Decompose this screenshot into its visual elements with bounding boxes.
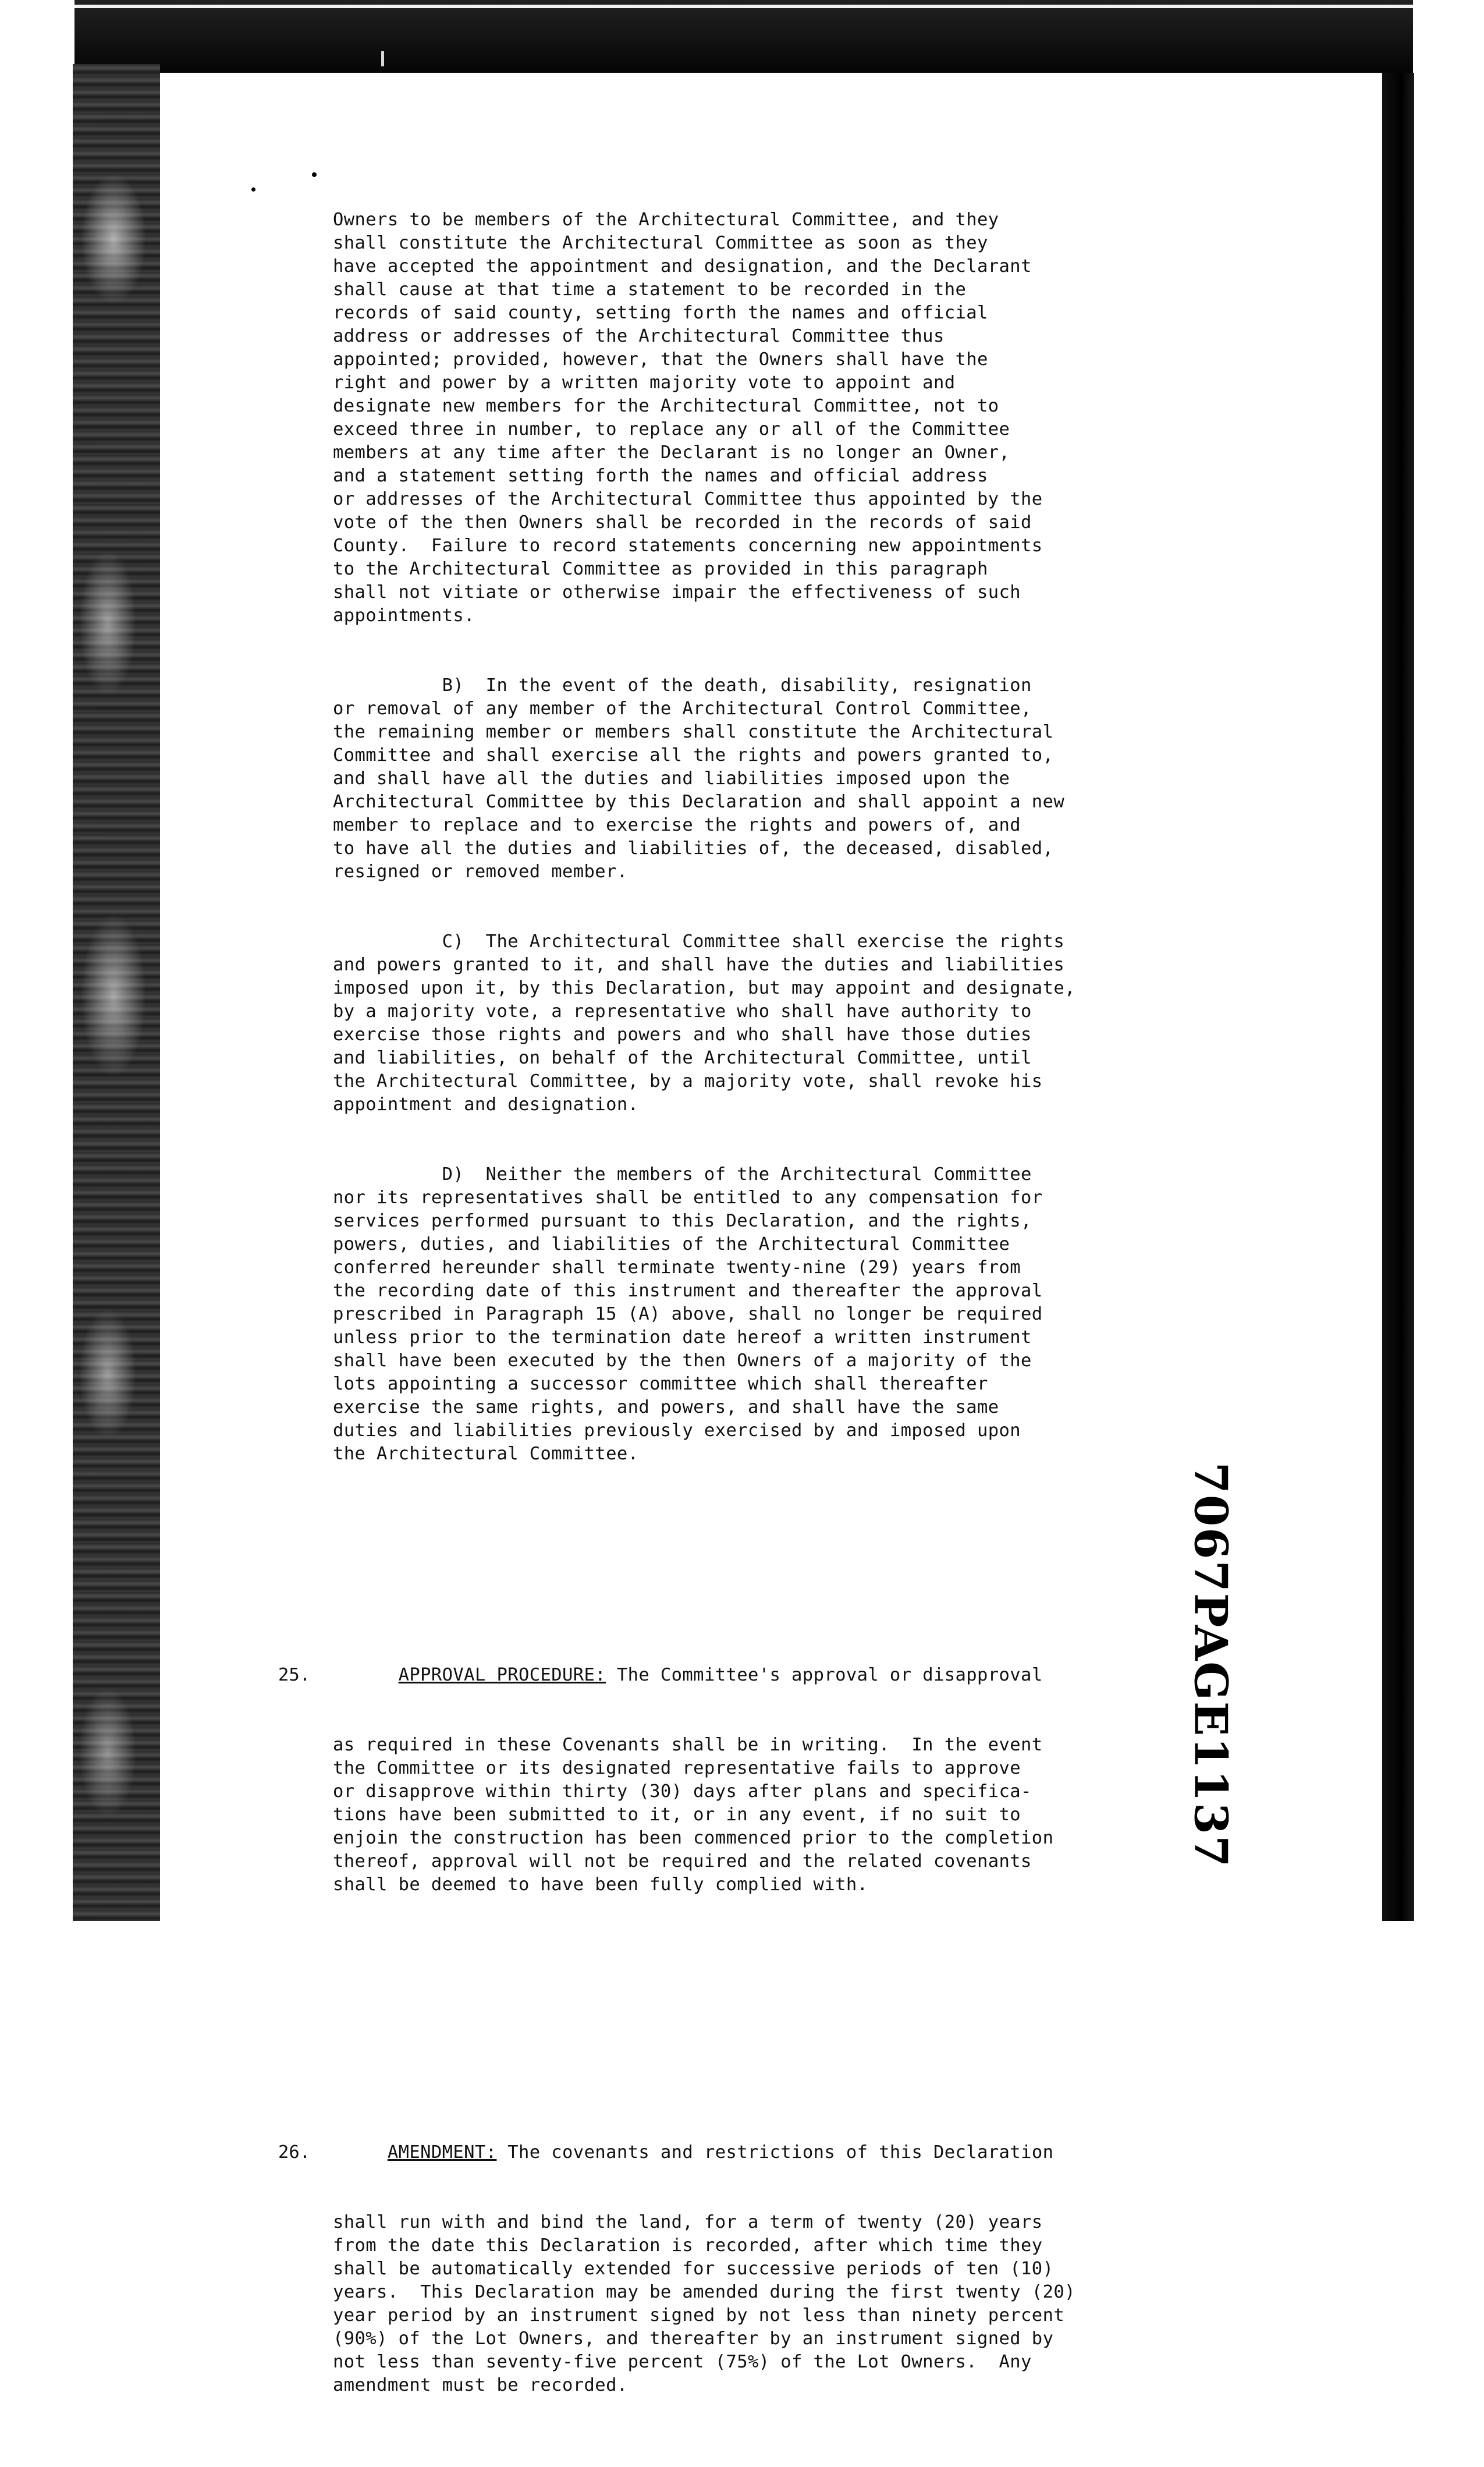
paragraph-a-line: vote of the then Owners shall be recorded in the records of said bbox=[333, 512, 1032, 533]
section-26-line: (90%) of the Lot Owners, and thereafter by an instrument signed by bbox=[333, 2328, 1054, 2349]
paragraph-c-line: the Architectural Committee, by a majority vote, shall revoke his bbox=[333, 1071, 1043, 1091]
paragraph-d-line: prescribed in Paragraph 15 (A) above, shall no longer be required bbox=[333, 1304, 1043, 1324]
section-26 bbox=[333, 2094, 1171, 2444]
section-26-line: shall be automatically extended for successive periods of ten (10) bbox=[333, 2259, 1054, 2279]
scan-left-border bbox=[73, 64, 160, 1921]
section-25-heading: APPROVAL PROCEDURE: bbox=[398, 1665, 606, 1685]
paragraph-d bbox=[333, 1163, 1171, 1466]
paragraph-a-line: shall not vitiate or otherwise impair the effectiveness of such bbox=[333, 582, 1021, 602]
paragraph-d-line: duties and liabilities previously exercised by and imposed upon bbox=[333, 1420, 1021, 1441]
paragraph-c-line: exercise those rights and powers and who shall have those duties bbox=[333, 1025, 1032, 1045]
paragraph-b-line: member to replace and to exercise the rights and powers of, and bbox=[333, 815, 1021, 835]
paragraph-b-line: resigned or removed member. bbox=[333, 862, 628, 882]
section-25-line: tions have been submitted to it, or in any event, if no suit to bbox=[333, 1805, 1021, 1825]
paragraph-a-line: designate new members for the Architectural Committee, not to bbox=[333, 396, 999, 416]
paragraph-c-line: and liabilities, on behalf of the Architectural Committee, until bbox=[333, 1048, 1032, 1068]
paragraph-b-line: Committee and shall exercise all the rights and powers granted to, bbox=[333, 745, 1054, 765]
paragraph-c-line: imposed upon it, by this Declaration, but may appoint and designate, bbox=[333, 978, 1075, 998]
section-spacer bbox=[333, 2013, 1171, 2048]
paragraph-d-line: lots appointing a successor committee which shall thereafter bbox=[333, 1374, 988, 1394]
section-25-line: the Committee or its designated representative fails to approve bbox=[333, 1758, 1021, 1778]
paragraph-c-line: by a majority vote, a representative who shall have authority to bbox=[333, 1001, 1032, 1022]
paragraph-d-line: shall have been executed by the then Owners of a majority of the bbox=[333, 1351, 1032, 1371]
paragraph-a-line: shall constitute the Architectural Committee as soon as they bbox=[333, 233, 988, 253]
scan-speck bbox=[312, 172, 317, 177]
paragraph-a-line: appointed; provided, however, that the Owners shall have the bbox=[333, 349, 988, 370]
section-25-body bbox=[333, 1734, 1171, 1897]
section-26-body bbox=[333, 2211, 1171, 2397]
paragraph-b bbox=[333, 674, 1171, 884]
paragraph-d-line: services performed pursuant to this Declaration, and the rights, bbox=[333, 1211, 1032, 1231]
document-body bbox=[333, 162, 1171, 2467]
paragraph-a-line: records of said county, setting forth the names and official bbox=[333, 303, 988, 323]
paragraph-d-line: powers, duties, and liabilities of the Architectural Committee bbox=[333, 1234, 1010, 1254]
paragraph-d-line: the Architectural Committee. bbox=[333, 1444, 639, 1464]
section-26-line: from the date this Declaration is recorded, after which time they bbox=[333, 2235, 1043, 2256]
section-26-line: shall run with and bind the land, for a term of twenty (20) years bbox=[333, 2212, 1043, 2232]
paragraph-a bbox=[333, 208, 1171, 628]
paragraph-c-line: C) The Architectural Committee shall exercise the rights bbox=[333, 931, 1065, 952]
paragraph-a-line: members at any time after the Declarant is no longer an Owner, bbox=[333, 442, 1010, 463]
paragraph-b-line: to have all the duties and liabilities of, the deceased, disabled, bbox=[333, 838, 1054, 859]
paragraph-d-line: unless prior to the termination date hereof a written instrument bbox=[333, 1327, 1032, 1348]
scan-artifact bbox=[381, 51, 384, 66]
paragraph-b-line: B) In the event of the death, disability, resignation bbox=[333, 675, 1032, 696]
scan-right-border bbox=[1382, 73, 1414, 1921]
paragraph-a-line: address or addresses of the Architectural Committee thus bbox=[333, 326, 945, 346]
section-26-line: years. This Declaration may be amended during the first twenty (20) bbox=[333, 2282, 1075, 2302]
paragraph-a-line: shall cause at that time a statement to be recorded in the bbox=[333, 279, 967, 300]
paragraph-a-line: right and power by a written majority vote to appoint and bbox=[333, 373, 956, 393]
section-26-line: amendment must be recorded. bbox=[333, 2375, 628, 2395]
paragraph-a-line: have accepted the appointment and designation, and the Declarant bbox=[333, 256, 1032, 277]
section-26-heading: AMENDMENT: bbox=[387, 2142, 497, 2163]
section-26-first-line bbox=[333, 2141, 1171, 2164]
paragraph-c bbox=[333, 930, 1171, 1116]
scan-top-border bbox=[74, 0, 1413, 73]
paragraph-b-line: and shall have all the duties and liabilities imposed upon the bbox=[333, 768, 1010, 789]
paragraph-d-line: nor its representatives shall be entitled to any compensation for bbox=[333, 1188, 1043, 1208]
paragraph-b-line: or removal of any member of the Architectural Control Committee, bbox=[333, 699, 1032, 719]
paragraph-a-line: and a statement setting forth the names and official address bbox=[333, 466, 988, 486]
section-26-line: year period by an instrument signed by not less than ninety percent bbox=[333, 2305, 1065, 2326]
paragraph-a-line: appointments. bbox=[333, 605, 475, 626]
section-25-line: thereof, approval will not be required and the related covenants bbox=[333, 1851, 1032, 1871]
paragraph-b-line: Architectural Committee by this Declaration and shall appoint a new bbox=[333, 792, 1065, 812]
section-25-first-line-text: The Committee's approval or disapproval bbox=[606, 1665, 1043, 1685]
section-25-line: as required in these Covenants shall be in writing. In the event bbox=[333, 1735, 1043, 1755]
recording-stamp-text: 7067PAGE1137 bbox=[1184, 1462, 1237, 1868]
section-26-first-line-text: The covenants and restrictions of this Declaration bbox=[496, 2142, 1054, 2163]
paragraph-c-line: appointment and designation. bbox=[333, 1094, 639, 1115]
section-25-first-line bbox=[333, 1664, 1171, 1687]
paragraph-d-line: exercise the same rights, and powers, and shall have the same bbox=[333, 1397, 999, 1417]
paragraph-d-line: D) Neither the members of the Architectural Committee bbox=[333, 1164, 1032, 1185]
scan-top-edge bbox=[74, 5, 1413, 8]
section-25-line: enjoin the construction has been commenced prior to the completion bbox=[333, 1828, 1054, 1848]
paragraph-a-line: or addresses of the Architectural Committee thus appointed by the bbox=[333, 489, 1043, 509]
paragraph-a-line: Owners to be members of the Architectural Committee, and they bbox=[333, 210, 999, 230]
scan-speck bbox=[251, 187, 255, 192]
section-26-number: 26. bbox=[278, 2142, 311, 2163]
paragraph-a-line: exceed three in number, to replace any or all of the Committee bbox=[333, 419, 1010, 439]
section-spacer bbox=[333, 1536, 1171, 1571]
paragraph-d-line: conferred hereunder shall terminate twenty-nine (29) years from bbox=[333, 1257, 1021, 1278]
paragraph-b-line: the remaining member or members shall constitute the Architectural bbox=[333, 722, 1054, 742]
section-25-line: or disapprove within thirty (30) days after plans and specifica- bbox=[333, 1781, 1032, 1802]
section-25-line: shall be deemed to have been fully complied with. bbox=[333, 1874, 868, 1895]
paragraph-d-line: the recording date of this instrument and thereafter the approval bbox=[333, 1281, 1043, 1301]
paragraph-a-line: County. Failure to record statements concerning new appointments bbox=[333, 536, 1043, 556]
recording-stamp bbox=[1184, 1462, 1237, 1868]
paragraph-c-line: and powers granted to it, and shall have the duties and liabilities bbox=[333, 955, 1065, 975]
paragraph-a-line: to the Architectural Committee as provided in this paragraph bbox=[333, 559, 988, 579]
section-26-line: not less than seventy-five percent (75%) of the Lot Owners. Any bbox=[333, 2352, 1032, 2372]
section-25 bbox=[333, 1617, 1171, 1943]
section-25-number: 25. bbox=[278, 1665, 311, 1685]
